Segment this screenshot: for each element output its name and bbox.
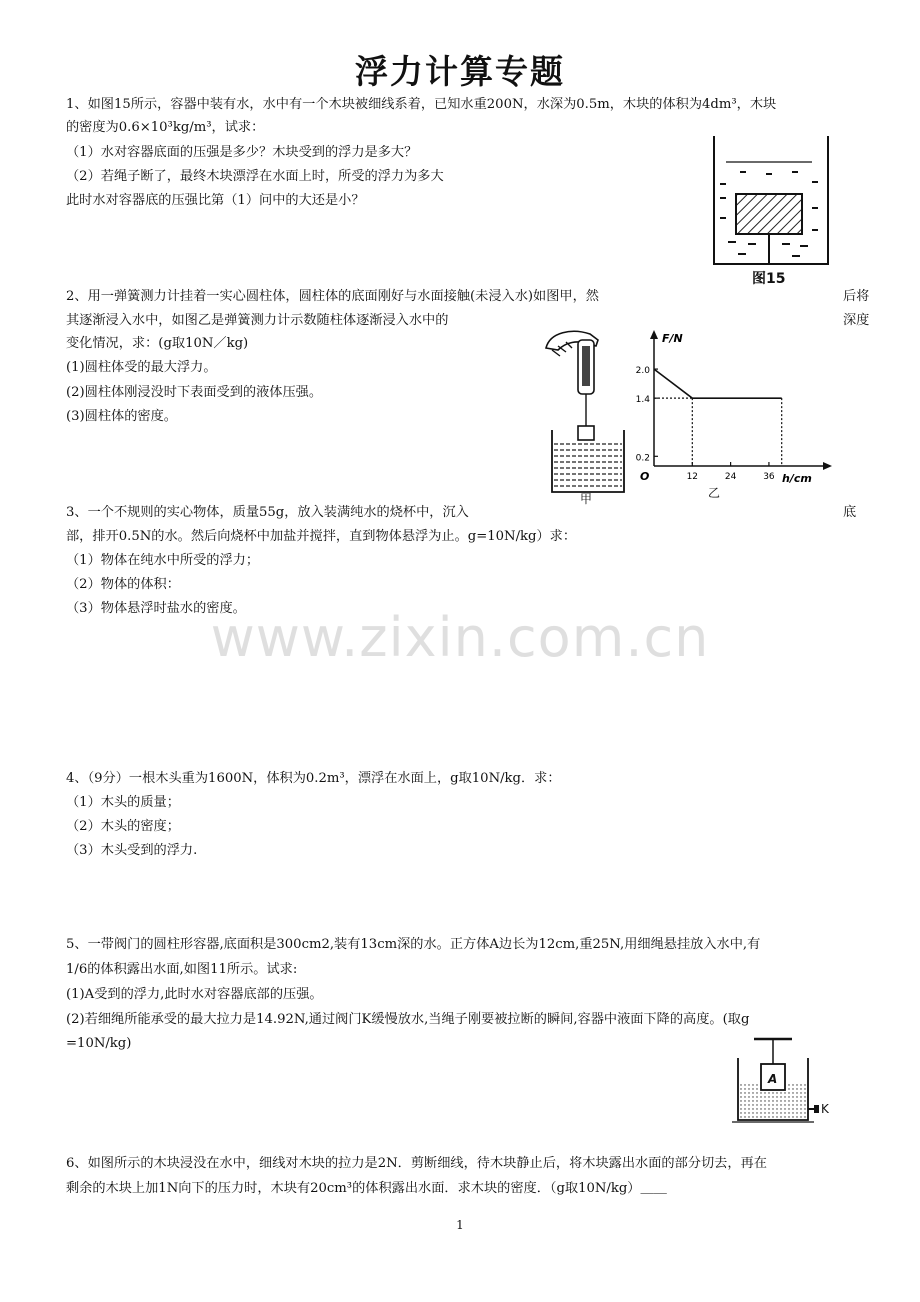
q2-item2: (2)圆柱体刚浸没时下表面受到的液体压强。: [66, 385, 323, 400]
q5-line2: 1/6的体积露出水面,如图11所示。试求:: [66, 962, 298, 977]
q3-item1: （1）物体在纯水中所受的浮力；: [66, 553, 260, 568]
q3-line1-left: 3、一个不规则的实心物体，质量55g，放入装满纯水的烧杯中，沉入: [66, 505, 469, 520]
q3-line2: 部，排开0.5N的水。然后向烧杯中加盐并搅拌，直到物体悬浮为止。g=10N/kg）求：: [66, 529, 577, 544]
q2-line1-right: 后将: [843, 289, 870, 304]
figure-15-caption: 图15: [752, 271, 786, 287]
figure-11-container-valve: [728, 1036, 830, 1128]
q2-item3: (3)圆柱体的密度。: [66, 409, 177, 424]
q5-line4: (2)若细绳所能承受的最大拉力是14.92N,通过阀门K缓慢放水,当绳子刚要被拉断的瞬间,容器中液面下降的高度。(取g: [66, 1012, 750, 1027]
q4-line1: 4、（9分）一根木头重为1600N，体积为0.2m³，漂浮在水面上，g取10N/kg．求：: [66, 771, 561, 786]
figure-yi-chart: [632, 326, 836, 502]
q5-line1: 5、一带阀门的圆柱形容器,底面积是300cm2,装有13cm深的水。正方体A边长为12cm,重25N,用细绳悬挂放入水中,有: [66, 937, 761, 952]
q4-item1: （1）木头的质量；: [66, 795, 180, 810]
q1-line5: 此时水对容器底的压强比第（1）问中的大还是小？: [66, 193, 365, 208]
q2-line3: 变化情况，求：(g取10N／kg): [66, 336, 249, 351]
q6-line2: 剩余的木块上加1N向下的压力时，木块有20cm³的体积露出水面．求木块的密度．（g取10N/kg）＿＿: [66, 1181, 667, 1196]
q3-item3: （3）物体悬浮时盐水的密度。: [66, 601, 246, 616]
chart-xtick-label: 36: [763, 472, 775, 482]
q4-item2: （2）木头的密度；: [66, 819, 180, 834]
q3-line1-right: 底: [843, 505, 857, 520]
y-axis-arrow: [650, 330, 658, 339]
figure-15-container: [708, 134, 834, 268]
q2-line2-right: 深度: [843, 313, 870, 328]
q1-line2: 的密度为0.6×10³kg/m³，试求：: [66, 120, 265, 135]
chart-series-line: [654, 369, 782, 398]
q1-line4: （2）若绳子断了，最终木块漂浮在水面上时，所受的浮力为多大: [66, 169, 444, 184]
q2-item1: (1)圆柱体受的最大浮力。: [66, 360, 217, 375]
q1-line1: 1、如图15所示，容器中装有水，水中有一个木块被细线系着，已知水重200N，水深为0.5m，木块的体积为4dm³，木块: [66, 97, 777, 112]
chart-origin: O: [640, 470, 650, 483]
q5-line5: =10N/kg): [66, 1036, 132, 1051]
chart-xtick-label: 12: [686, 472, 699, 482]
q3-item2: （2）物体的体积：: [66, 577, 180, 592]
figure-11-label-a: A: [768, 1072, 778, 1086]
x-axis-arrow: [823, 462, 832, 470]
chart-xtick-label: 24: [724, 472, 737, 482]
q5-line3: (1)A受到的浮力,此时水对容器底部的压强。: [66, 987, 323, 1002]
figure-jia-label: 甲: [580, 492, 593, 506]
figure-yi-label: 乙: [708, 486, 721, 500]
chart-xlabel: h/cm: [782, 472, 812, 485]
q2-line1-left: 2、用一弹簧测力计挂着一实心圆柱体，圆柱体的底面刚好与水面接触(未浸入水)如图甲，然: [66, 289, 599, 304]
chart-ytick-label: 0.2: [635, 453, 650, 464]
q2-line2-left: 其逐渐浸入水中，如图乙是弹簧测力计示数随柱体逐渐浸入水中的: [66, 313, 449, 328]
q6-line1: 6、如图所示的木块浸没在水中，细线对木块的拉力是2N．剪断细线，待木块静止后，将木块露出水面的部分切去，再在: [66, 1156, 767, 1171]
page-title: 浮力计算专题: [355, 52, 565, 91]
chart-ylabel: F/N: [662, 332, 683, 345]
q1-line3: （1）水对容器底面的压强是多少？木块受到的浮力是多大？: [66, 145, 418, 160]
page-number: 1: [456, 1218, 464, 1232]
chart-ytick-label: 2.0: [635, 366, 650, 377]
watermark: www.zixin.com.cn: [210, 606, 710, 669]
figure-jia-spring-scale: [538, 326, 634, 504]
chart-ytick-label: 1.4: [635, 395, 650, 406]
figure-11-label-k: K: [821, 1102, 829, 1116]
q4-item3: （3）木头受到的浮力.: [66, 843, 198, 858]
